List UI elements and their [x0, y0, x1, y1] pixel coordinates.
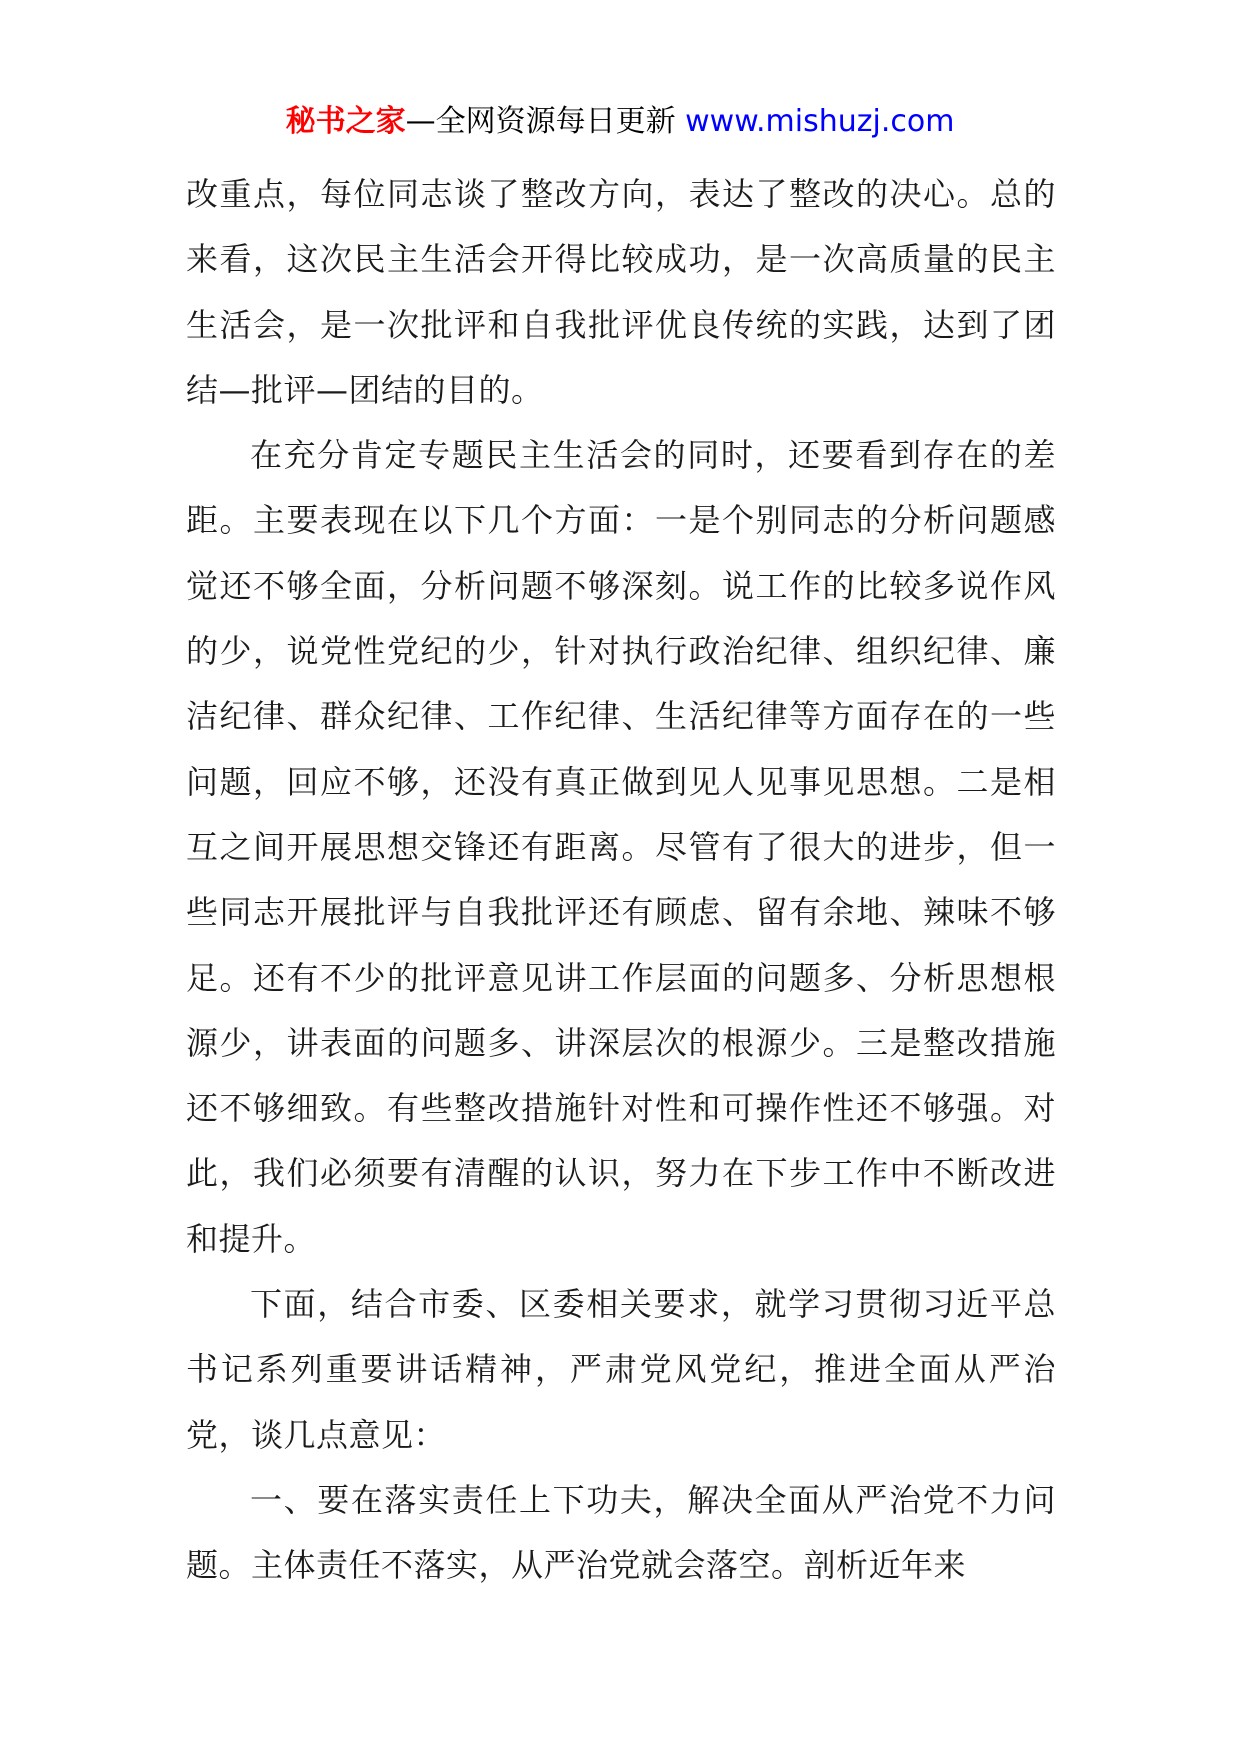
header-brand: 秘书之家 [285, 104, 406, 139]
document-body [186, 162, 1056, 1599]
paragraph: 一、要在落实责任上下功夫，解决全面从严治党不力问题。主体责任不落实，从严治党就会落空。剖析近年来 [186, 1480, 1056, 1585]
header-url-link[interactable]: www.mishuzj.com [685, 104, 955, 139]
paragraph-continuation: 改重点，每位同志谈了整改方向，表达了整改的决心。总的来看，这次民主生活会开得比较成功，是一次高质量的民主生活会，是一次批评和自我批评优良传统的实践，达到了团结—批评—团结的目的。 [186, 175, 1056, 409]
paragraph: 在充分肯定专题民主生活会的同时，还要看到存在的差距。主要表现在以下几个方面：一是个别同志的分析问题感觉还不够全面，分析问题不够深刻。说工作的比较多说作风的少，说党性党纪的少，针对执行政治纪律、组织纪律、廉洁纪律、群众纪律、工作纪律、生活纪律等方面存在的一些问题，回应不够，还没有真正做到见人见事见思想。二是相互之间开展思想交锋还有距离。尽管有了很大的进步，但一些同志开展批评与自我批评还有顾虑、留有余地、辣味不够足。还有不少的批评意见讲工作层面的问题多、分析思想根源少，讲表面的问题多、讲深层次的根源少。三是整改措施还不够细致。有些整改措施针对性和可操作性还不够强。对此，我们必须要有清醒的认识，努力在下步工作中不断改进和提升。 [186, 436, 1056, 1258]
page-header [0, 100, 1240, 144]
paragraph: 下面，结合市委、区委相关要求，就学习贯彻习近平总书记系列重要讲话精神，严肃党风党纪，推进全面从严治党，谈几点意见： [186, 1285, 1056, 1454]
header-tagline: —全网资源每日更新 [405, 104, 676, 139]
